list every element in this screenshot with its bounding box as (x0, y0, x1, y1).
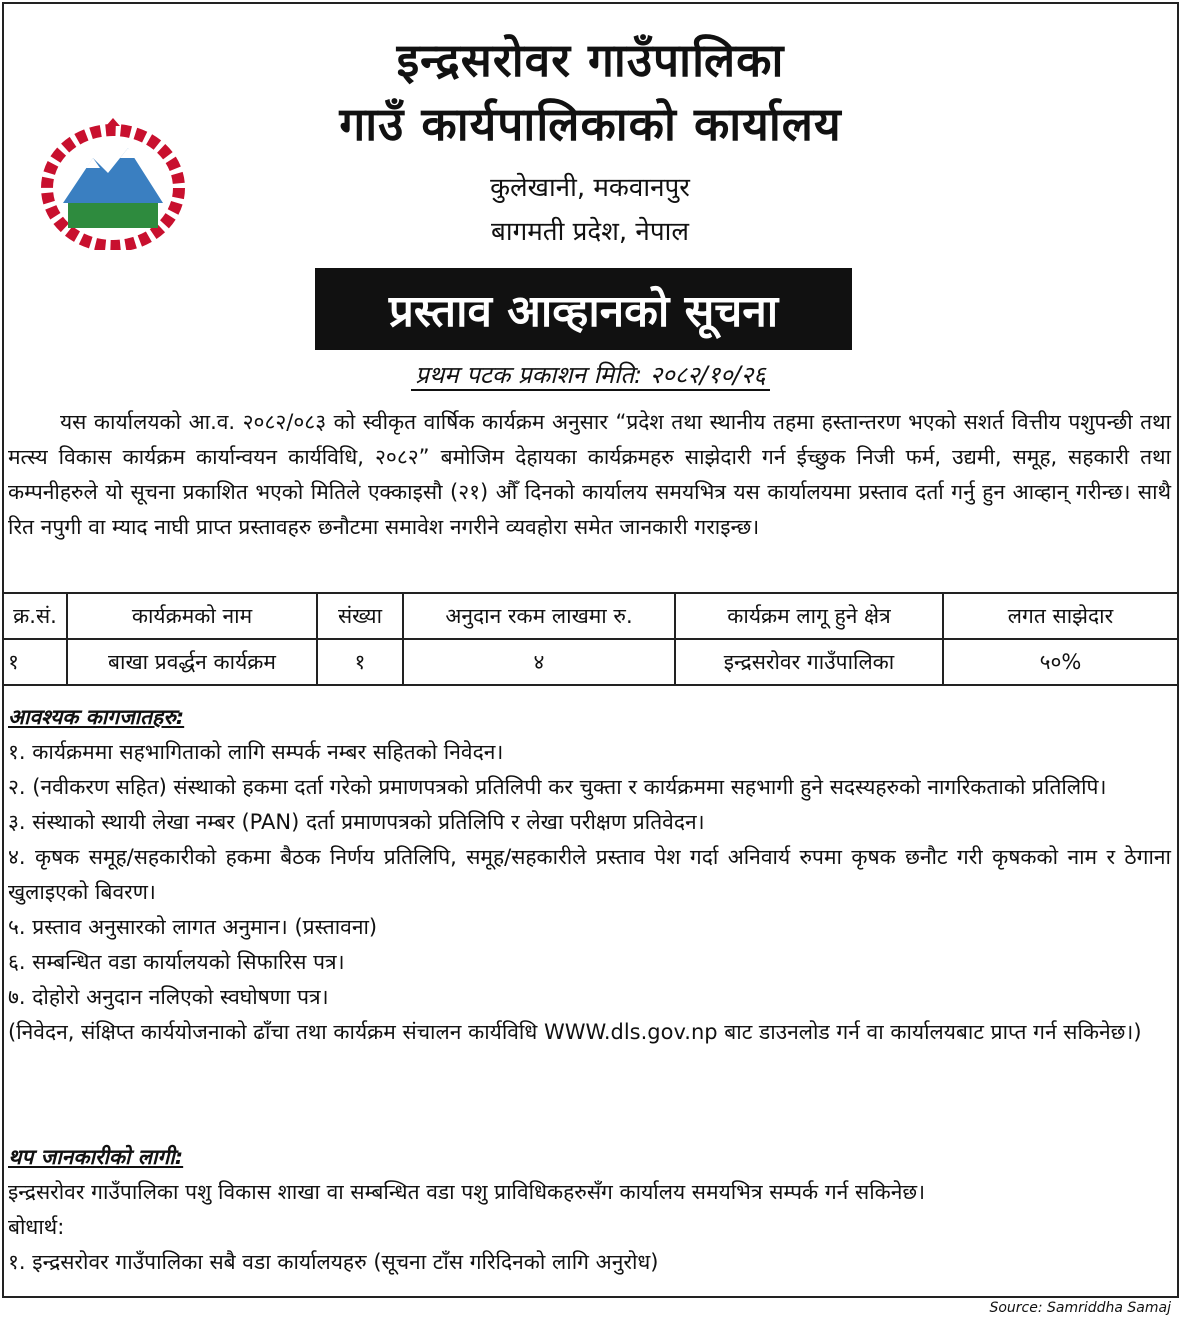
table-header: कार्यक्रम लागू हुने क्षेत्र (675, 593, 943, 639)
info-section (8, 1140, 1171, 1280)
table-cell: बाखा प्रवर्द्धन कार्यक्रम (67, 639, 317, 685)
list-item: ५. प्रस्ताव अनुसारको लागत अनुमान। (प्रस्तावना) (8, 915, 378, 939)
table-header: क्र.सं. (3, 593, 67, 639)
list-item: ६. सम्बन्धित वडा कार्यालयको सिफारिस पत्र। (8, 950, 345, 974)
cc-item: १. इन्द्रसरोवर गाउँपालिका सबै वडा कार्यालयहरु (सूचना टाँस गरिदिनको लागि अनुरोध) (8, 1250, 659, 1274)
table-header-row (3, 593, 1178, 639)
documents-section (8, 700, 1171, 1050)
notice-title: प्रस्ताव आव्हानको सूचना (315, 268, 852, 350)
table-cell: १ (3, 639, 67, 685)
publish-date-text: प्रथम पटक प्रकाशन मिति: २०८२/१०/२६ (411, 361, 770, 391)
table-cell: ४ (403, 639, 675, 685)
table-header: लगत साझेदार (943, 593, 1178, 639)
info-heading: थप जानकारीको लागी: (8, 1145, 184, 1169)
table-cell: ५०% (943, 639, 1178, 685)
nepal-emblem-icon (38, 118, 188, 250)
address-line-1: कुलेखानी, मकवानपुर (490, 173, 690, 203)
list-item: ७. दोहोरो अनुदान नलिएको स्वघोषणा पत्र। (8, 985, 329, 1009)
table-header: कार्यक्रमको नाम (67, 593, 317, 639)
list-item: ३. संस्थाको स्थायी लेखा नम्बर (PAN) दर्ता प्रमाणपत्रको प्रतिलिपि र लेखा परीक्षण प्रतिवेदन। (8, 810, 705, 834)
source-credit: Source: Samriddha Samaj (989, 1300, 1171, 1316)
program-table (2, 592, 1179, 686)
list-item: २. (नवीकरण सहित) संस्थाको हकमा दर्ता गरेको प्रमाणपत्रको प्रतिलिपी कर चुक्ता र कार्यक्रममा सहभागी हुने सदस्यहरुको नागरिकताको प्रतिलिपि। (8, 775, 1107, 799)
table-header: अनुदान रकम लाखमा रु. (403, 593, 675, 639)
documents-heading: आवश्यक कागजातहरु: (8, 705, 185, 729)
table-row (3, 639, 1178, 685)
notice-body: यस कार्यालयको आ.व. २०८२/०८३ को स्वीकृत वार्षिक कार्यक्रम अनुसार “प्रदेश तथा स्थानीय तहमा हस्तान्तरण भएको सशर्त वित्तीय पशुपन्छी तथा मत्स्य विकास कार्यक्रम कार्यान्वयन कार्यविधि, २०८२” बमोजिम देहायका कार्यक्रमहरु साझेदारी गर्न ईच्छुक निजी फर्म, उद्यमी, समूह, सहकारी तथा कम्पनीहरुले यो सूचना प्रकाशित भएको मितिले एक्काइसौ (२१) औँ दिनको कार्यालय समयभित्र यस कार्यालयमा प्रस्ताव दर्ता गर्नु हुन आव्हान् गरीन्छ। साथै रित नपुगी वा म्याद नाघी प्राप्त प्रस्तावहरु छनौटमा समावेश नगरीने व्यवहोरा समेत जानकारी गराइन्छ। (8, 410, 1171, 539)
publish-date (0, 358, 1181, 391)
office-title: गाउँ कार्यपालिकाको कार्यालय (339, 97, 842, 151)
list-item: १. कार्यक्रममा सहभागिताको लागि सम्पर्क नम्बर सहितको निवेदन। (8, 740, 504, 764)
table-header: संख्या (317, 593, 403, 639)
info-text: इन्द्रसरोवर गाउँपालिका पशु विकास शाखा वा सम्बन्धित वडा पशु प्राविधिकहरुसँग कार्यालय समयभित्र सम्पर्क गर्न सकिनेछ। (8, 1180, 926, 1204)
list-item: ४. कृषक समूह/सहकारीको हकमा बैठक निर्णय प्रतिलिपि, समूह/सहकारीले प्रस्ताव पेश गर्दा अनिवार्य रुपमा कृषक छनौट गरी कृषकको नाम र ठेगाना खुलाइएको बिवरण। (8, 845, 1171, 904)
table-cell: इन्द्रसरोवर गाउँपालिका (675, 639, 943, 685)
list-item: (निवेदन, संक्षिप्त कार्ययोजनाको ढाँचा तथा कार्यक्रम संचालन कार्यविधि WWW.dls.gov.np बाट डाउनलोड गर्न वा कार्यालयबाट प्राप्त गर्न सकिनेछ।) (8, 1020, 1142, 1044)
address-line-2: बागमती प्रदेश, नेपाल (491, 217, 689, 247)
table-cell: १ (317, 639, 403, 685)
cc-label: बोधार्थ: (8, 1215, 65, 1239)
municipality-title: इन्द्रसरोवर गाउँपालिका (396, 33, 785, 87)
